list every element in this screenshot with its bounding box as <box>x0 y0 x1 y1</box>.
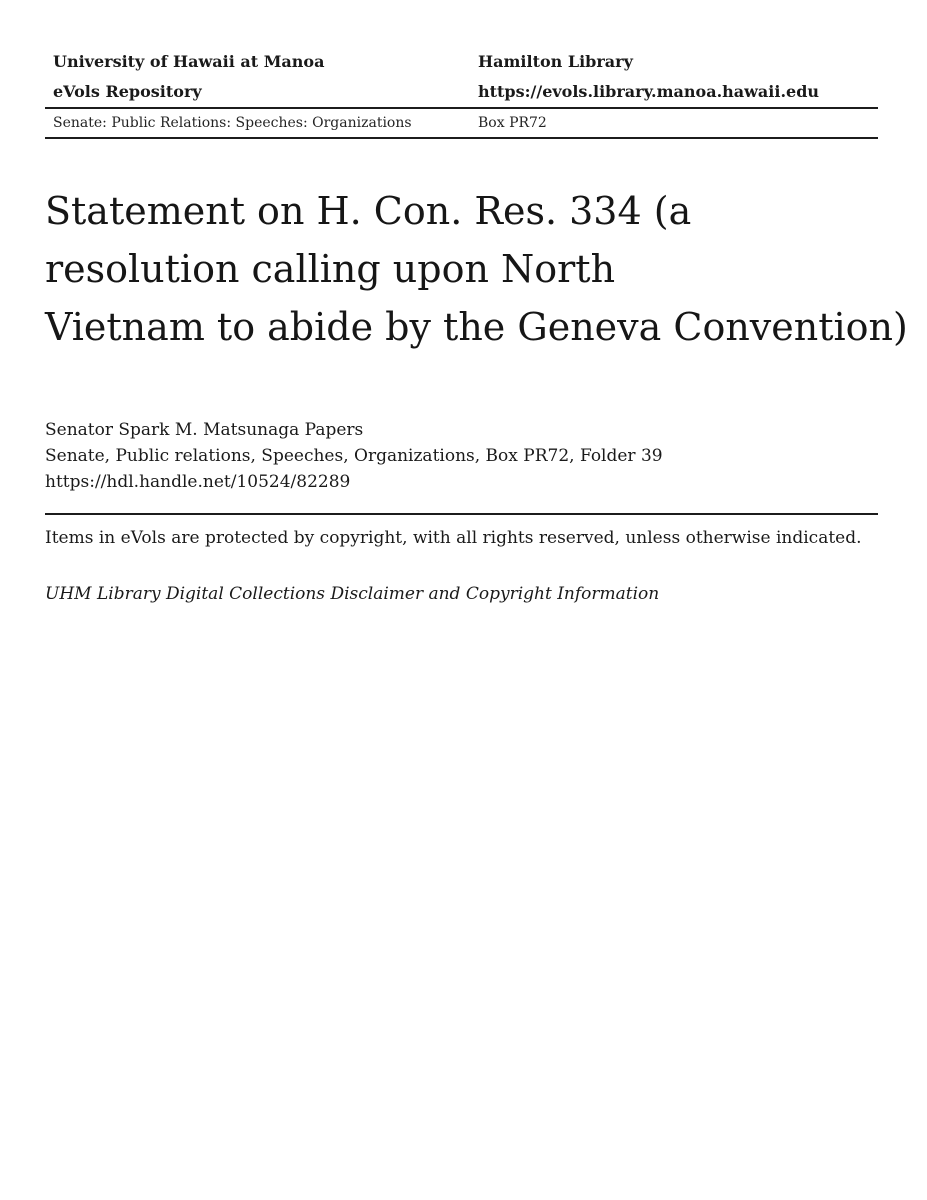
document-title <box>45 182 908 356</box>
page-header <box>45 47 878 139</box>
document-title-line-2: resolution calling upon North <box>45 247 616 291</box>
header-divider-bottom <box>45 137 878 139</box>
box-label: Box PR72 <box>478 115 547 131</box>
repository-name: eVols Repository <box>53 82 202 101</box>
repository-url-link[interactable] <box>470 77 878 107</box>
disclaimer-link[interactable]: UHM Library Digital Collections Disclaimer and Copyright Information <box>45 584 660 604</box>
handle-url[interactable]: https://hdl.handle.net/10524/82289 <box>45 472 351 492</box>
library-name: Hamilton Library <box>478 52 633 71</box>
header-row-1 <box>45 47 878 77</box>
document-title-line-3: Vietnam to abide by the Geneva Convention) <box>45 305 908 349</box>
page-content <box>45 0 908 607</box>
header-row-3 <box>45 109 878 137</box>
item-metadata <box>45 417 878 495</box>
repository-url[interactable]: https://evols.library.manoa.hawaii.edu <box>478 82 820 101</box>
item-location: Senate, Public relations, Speeches, Organizations, Box PR72, Folder 39 <box>45 446 663 466</box>
copyright-notice: Items in eVols are protected by copyright, with all rights reserved, unless otherwise indicated. <box>45 528 862 548</box>
handle-url-link[interactable] <box>45 469 878 495</box>
header-row-2 <box>45 77 878 107</box>
document-title-line-1: Statement on H. Con. Res. 334 (a <box>45 189 692 233</box>
collection-name: Senator Spark M. Matsunaga Papers <box>45 420 364 440</box>
collection-path: Senate: Public Relations: Speeches: Organizations <box>53 115 412 131</box>
footer-divider <box>45 513 878 515</box>
disclaimer-link-line[interactable] <box>45 581 878 607</box>
institution-name: University of Hawaii at Manoa <box>53 52 325 71</box>
